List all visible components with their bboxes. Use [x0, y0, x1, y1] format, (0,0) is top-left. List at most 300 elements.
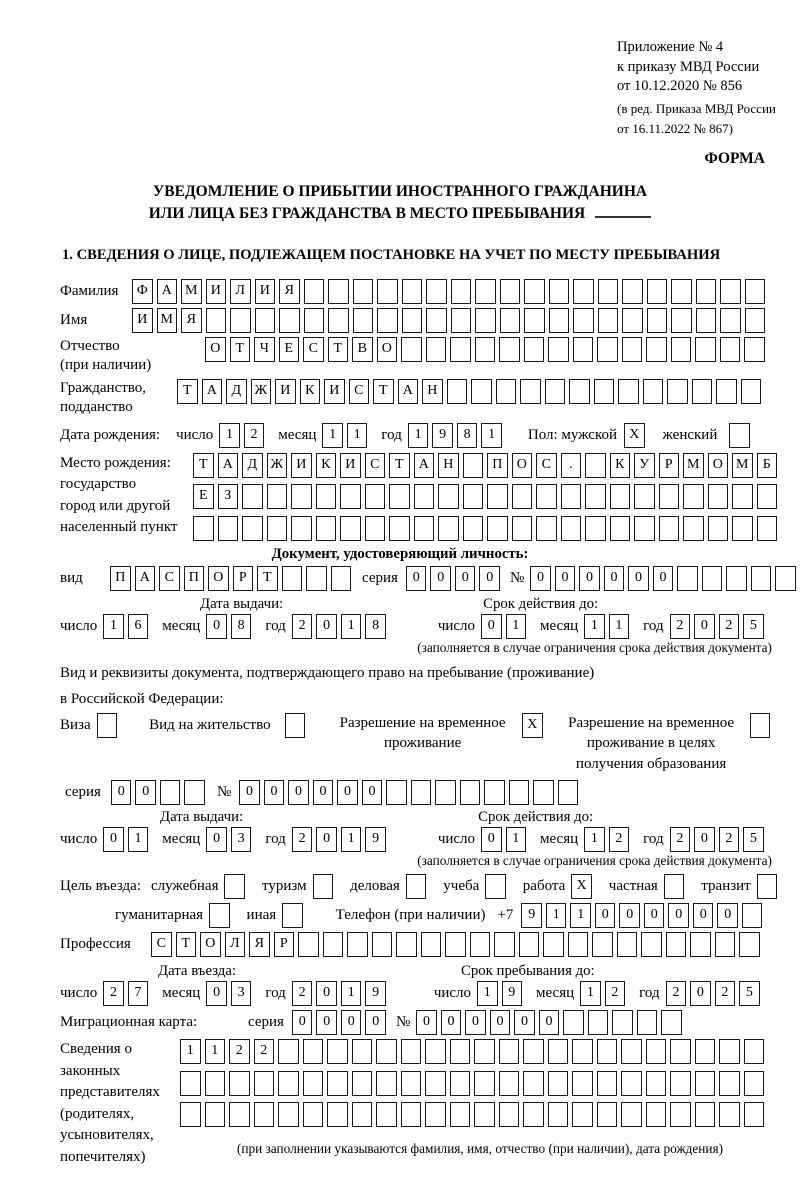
birth-place-cell[interactable]	[414, 484, 435, 509]
birth-place-cell[interactable]: П	[487, 453, 508, 478]
representatives-cell[interactable]	[180, 1102, 201, 1127]
phone-digit-cell[interactable]: 0	[644, 903, 665, 928]
profession-cell[interactable]	[715, 932, 736, 957]
citizenship-cell[interactable]: А	[202, 379, 223, 404]
birth-place-cell[interactable]	[316, 516, 337, 541]
surname-cell[interactable]	[426, 279, 447, 304]
citizenship-cell[interactable]	[716, 379, 737, 404]
patronymic-cell[interactable]	[671, 337, 692, 362]
birth-place-cell[interactable]: Б	[757, 453, 778, 478]
patronymic-cell[interactable]	[548, 337, 569, 362]
phone-digit-cell[interactable]: 0	[668, 903, 689, 928]
citizenship-cell[interactable]: Т	[177, 379, 198, 404]
surname-cell[interactable]: И	[255, 279, 276, 304]
representatives-cell[interactable]	[254, 1071, 275, 1096]
citizenship-cell[interactable]	[520, 379, 541, 404]
date-cell[interactable]: 9	[502, 981, 523, 1006]
permit-number-cell[interactable]: 0	[337, 780, 358, 805]
profession-cell[interactable]	[739, 932, 760, 957]
profession-cell[interactable]	[372, 932, 393, 957]
surname-cell[interactable]	[500, 279, 521, 304]
patronymic-cell[interactable]	[573, 337, 594, 362]
representatives-cell[interactable]	[376, 1102, 397, 1127]
doc-kind-cell[interactable]	[306, 566, 327, 591]
permit-number-cell[interactable]	[533, 780, 554, 805]
given-name-cell[interactable]	[573, 308, 594, 333]
representatives-cell[interactable]	[695, 1102, 716, 1127]
patronymic-cell[interactable]: В	[352, 337, 373, 362]
birth-place-cell[interactable]: М	[732, 453, 753, 478]
representatives-cell[interactable]	[548, 1039, 569, 1064]
representatives-cell[interactable]	[205, 1102, 226, 1127]
patronymic-cell[interactable]	[695, 337, 716, 362]
profession-cell[interactable]	[298, 932, 319, 957]
date-cell[interactable]: 1	[584, 614, 605, 639]
surname-cell[interactable]: Я	[279, 279, 300, 304]
date-cell[interactable]: 2	[103, 981, 124, 1006]
phone-digit-cell[interactable]: 0	[619, 903, 640, 928]
citizenship-cell[interactable]	[618, 379, 639, 404]
representatives-cell[interactable]	[499, 1071, 520, 1096]
citizenship-cell[interactable]: К	[300, 379, 321, 404]
birth-place-cell[interactable]	[291, 516, 312, 541]
citizenship-cell[interactable]	[471, 379, 492, 404]
date-cell[interactable]: 0	[694, 827, 715, 852]
purpose-tourism-checkbox[interactable]	[313, 874, 334, 899]
representatives-cell[interactable]	[597, 1039, 618, 1064]
permit-number-cell[interactable]	[558, 780, 579, 805]
representatives-cell[interactable]	[474, 1102, 495, 1127]
surname-cell[interactable]	[573, 279, 594, 304]
representatives-cell[interactable]	[376, 1071, 397, 1096]
date-cell[interactable]: 2	[292, 981, 313, 1006]
date-cell[interactable]: 0	[316, 981, 337, 1006]
permit-series-cell[interactable]: 0	[111, 780, 132, 805]
date-cell[interactable]: 2	[715, 981, 736, 1006]
permit-number-cell[interactable]	[509, 780, 530, 805]
migration-number-cell[interactable]	[612, 1010, 633, 1035]
representatives-cell[interactable]	[352, 1071, 373, 1096]
citizenship-cell[interactable]	[594, 379, 615, 404]
birth-place-cell[interactable]	[267, 484, 288, 509]
representatives-cell[interactable]	[695, 1071, 716, 1096]
representatives-cell[interactable]: 1	[180, 1039, 201, 1064]
representatives-cell[interactable]	[327, 1071, 348, 1096]
patronymic-cell[interactable]: О	[205, 337, 226, 362]
birth-place-cell[interactable]: М	[683, 453, 704, 478]
birth-place-cell[interactable]	[463, 516, 484, 541]
birth-place-cell[interactable]	[757, 516, 778, 541]
representatives-cell[interactable]	[744, 1071, 765, 1096]
citizenship-cell[interactable]	[496, 379, 517, 404]
given-name-cell[interactable]: И	[132, 308, 153, 333]
given-name-cell[interactable]	[402, 308, 423, 333]
birth-place-cell[interactable]: С	[365, 453, 386, 478]
doc-kind-cell[interactable]: Р	[233, 566, 254, 591]
given-name-cell[interactable]	[255, 308, 276, 333]
doc-number-cell[interactable]	[677, 566, 698, 591]
profession-cell[interactable]: Р	[274, 932, 295, 957]
doc-number-cell[interactable]: 0	[555, 566, 576, 591]
birth-place-cell[interactable]	[659, 484, 680, 509]
date-cell[interactable]: 1	[347, 423, 368, 448]
date-cell[interactable]: 5	[739, 981, 760, 1006]
profession-cell[interactable]: О	[200, 932, 221, 957]
given-name-cell[interactable]	[524, 308, 545, 333]
surname-cell[interactable]	[475, 279, 496, 304]
given-name-cell[interactable]	[500, 308, 521, 333]
birth-place-cell[interactable]	[267, 516, 288, 541]
date-cell[interactable]: 8	[365, 614, 386, 639]
permit-number-cell[interactable]: 0	[288, 780, 309, 805]
purpose-commercial-checkbox[interactable]	[406, 874, 427, 899]
surname-cell[interactable]	[720, 279, 741, 304]
birth-place-cell[interactable]: Р	[659, 453, 680, 478]
patronymic-cell[interactable]	[524, 337, 545, 362]
given-name-cell[interactable]	[720, 308, 741, 333]
given-name-cell[interactable]: М	[157, 308, 178, 333]
patronymic-cell[interactable]	[499, 337, 520, 362]
permit-number-cell[interactable]: 0	[313, 780, 334, 805]
birth-place-cell[interactable]: У	[634, 453, 655, 478]
profession-cell[interactable]: С	[151, 932, 172, 957]
given-name-cell[interactable]: Я	[181, 308, 202, 333]
education-permit-checkbox[interactable]	[750, 713, 771, 738]
birth-place-cell[interactable]	[414, 516, 435, 541]
doc-kind-cell[interactable]	[331, 566, 352, 591]
date-cell[interactable]: 9	[432, 423, 453, 448]
doc-kind-cell[interactable]: П	[184, 566, 205, 591]
profession-cell[interactable]	[617, 932, 638, 957]
birth-place-cell[interactable]: А	[218, 453, 239, 478]
date-cell[interactable]: 7	[128, 981, 149, 1006]
date-cell[interactable]: 1	[506, 614, 527, 639]
doc-kind-cell[interactable]: П	[110, 566, 131, 591]
representatives-cell[interactable]	[646, 1071, 667, 1096]
birth-place-cell[interactable]: Е	[193, 484, 214, 509]
birth-place-cell[interactable]	[340, 484, 361, 509]
permit-series-cell[interactable]	[184, 780, 205, 805]
representatives-cell[interactable]	[670, 1039, 691, 1064]
surname-cell[interactable]	[598, 279, 619, 304]
given-name-cell[interactable]	[475, 308, 496, 333]
date-cell[interactable]: 1	[477, 981, 498, 1006]
permit-series-cell[interactable]	[160, 780, 181, 805]
birth-place-cell[interactable]	[610, 516, 631, 541]
birth-place-cell[interactable]	[487, 516, 508, 541]
patronymic-cell[interactable]	[597, 337, 618, 362]
purpose-work-checkbox[interactable]: X	[571, 874, 592, 899]
birth-place-cell[interactable]: И	[340, 453, 361, 478]
phone-digit-cell[interactable]	[742, 903, 763, 928]
given-name-cell[interactable]	[745, 308, 766, 333]
patronymic-cell[interactable]	[646, 337, 667, 362]
birth-place-cell[interactable]	[340, 516, 361, 541]
migration-number-cell[interactable]: 0	[490, 1010, 511, 1035]
representatives-cell[interactable]	[523, 1071, 544, 1096]
migration-number-cell[interactable]	[637, 1010, 658, 1035]
permit-series-cell[interactable]: 0	[135, 780, 156, 805]
date-cell[interactable]: 1	[506, 827, 527, 852]
migration-number-cell[interactable]: 0	[441, 1010, 462, 1035]
birth-place-cell[interactable]: К	[316, 453, 337, 478]
profession-cell[interactable]	[690, 932, 711, 957]
migration-number-cell[interactable]	[588, 1010, 609, 1035]
representatives-cell[interactable]: 1	[205, 1039, 226, 1064]
citizenship-cell[interactable]: А	[398, 379, 419, 404]
surname-cell[interactable]	[622, 279, 643, 304]
patronymic-cell[interactable]: С	[303, 337, 324, 362]
representatives-cell[interactable]	[670, 1102, 691, 1127]
date-cell[interactable]: 0	[206, 827, 227, 852]
representatives-cell[interactable]	[450, 1071, 471, 1096]
profession-cell[interactable]	[323, 932, 344, 957]
date-cell[interactable]: 8	[457, 423, 478, 448]
birth-place-cell[interactable]	[463, 484, 484, 509]
patronymic-cell[interactable]	[401, 337, 422, 362]
date-cell[interactable]: 1	[219, 423, 240, 448]
permit-number-cell[interactable]	[460, 780, 481, 805]
profession-cell[interactable]	[494, 932, 515, 957]
representatives-cell[interactable]	[303, 1071, 324, 1096]
date-cell[interactable]: 0	[103, 827, 124, 852]
profession-cell[interactable]	[421, 932, 442, 957]
surname-cell[interactable]	[402, 279, 423, 304]
representatives-cell[interactable]	[327, 1039, 348, 1064]
patronymic-cell[interactable]	[475, 337, 496, 362]
purpose-transit-checkbox[interactable]	[757, 874, 778, 899]
purpose-study-checkbox[interactable]	[485, 874, 506, 899]
representatives-cell[interactable]	[474, 1071, 495, 1096]
profession-cell[interactable]	[445, 932, 466, 957]
given-name-cell[interactable]	[549, 308, 570, 333]
representatives-cell[interactable]	[621, 1071, 642, 1096]
representatives-cell[interactable]	[303, 1102, 324, 1127]
doc-kind-cell[interactable]: О	[208, 566, 229, 591]
birth-place-cell[interactable]	[389, 484, 410, 509]
representatives-cell[interactable]	[719, 1071, 740, 1096]
birth-place-cell[interactable]: З	[218, 484, 239, 509]
birth-place-cell[interactable]: И	[291, 453, 312, 478]
representatives-cell[interactable]	[621, 1039, 642, 1064]
date-cell[interactable]: 2	[670, 827, 691, 852]
date-cell[interactable]: 0	[690, 981, 711, 1006]
citizenship-cell[interactable]: С	[349, 379, 370, 404]
representatives-cell[interactable]	[719, 1102, 740, 1127]
surname-cell[interactable]	[328, 279, 349, 304]
birth-place-cell[interactable]	[634, 516, 655, 541]
profession-cell[interactable]	[347, 932, 368, 957]
given-name-cell[interactable]	[206, 308, 227, 333]
date-cell[interactable]: 3	[231, 981, 252, 1006]
citizenship-cell[interactable]: Н	[422, 379, 443, 404]
date-cell[interactable]: 2	[719, 614, 740, 639]
permit-number-cell[interactable]	[435, 780, 456, 805]
citizenship-cell[interactable]	[569, 379, 590, 404]
date-cell[interactable]: 2	[719, 827, 740, 852]
representatives-cell[interactable]	[450, 1039, 471, 1064]
representatives-cell[interactable]	[278, 1102, 299, 1127]
representatives-cell[interactable]	[425, 1102, 446, 1127]
date-cell[interactable]: 0	[481, 614, 502, 639]
purpose-other-checkbox[interactable]	[282, 903, 303, 928]
purpose-humanitarian-checkbox[interactable]	[209, 903, 230, 928]
representatives-cell[interactable]	[572, 1102, 593, 1127]
migration-series-cell[interactable]: 0	[365, 1010, 386, 1035]
phone-digit-cell[interactable]: 9	[521, 903, 542, 928]
representatives-cell[interactable]	[670, 1071, 691, 1096]
citizenship-cell[interactable]	[447, 379, 468, 404]
date-cell[interactable]: 0	[481, 827, 502, 852]
representatives-cell[interactable]: 2	[254, 1039, 275, 1064]
doc-series-cell[interactable]: 0	[430, 566, 451, 591]
representatives-cell[interactable]	[180, 1071, 201, 1096]
representatives-cell[interactable]	[303, 1039, 324, 1064]
migration-series-cell[interactable]: 0	[316, 1010, 337, 1035]
birth-place-cell[interactable]: С	[536, 453, 557, 478]
surname-cell[interactable]	[304, 279, 325, 304]
given-name-cell[interactable]	[622, 308, 643, 333]
citizenship-cell[interactable]	[692, 379, 713, 404]
representatives-cell[interactable]	[425, 1071, 446, 1096]
birth-place-cell[interactable]	[365, 516, 386, 541]
visa-checkbox[interactable]	[97, 713, 118, 738]
surname-cell[interactable]: М	[181, 279, 202, 304]
surname-cell[interactable]: И	[206, 279, 227, 304]
representatives-cell[interactable]	[205, 1071, 226, 1096]
birth-place-cell[interactable]: А	[414, 453, 435, 478]
doc-series-cell[interactable]: 0	[479, 566, 500, 591]
profession-cell[interactable]	[592, 932, 613, 957]
date-cell[interactable]: 1	[408, 423, 429, 448]
representatives-cell[interactable]	[572, 1039, 593, 1064]
given-name-cell[interactable]	[647, 308, 668, 333]
doc-number-cell[interactable]	[775, 566, 796, 591]
doc-kind-cell[interactable]: Т	[257, 566, 278, 591]
birth-place-cell[interactable]	[487, 484, 508, 509]
birth-place-cell[interactable]	[757, 484, 778, 509]
profession-cell[interactable]	[666, 932, 687, 957]
doc-number-cell[interactable]: 0	[530, 566, 551, 591]
birth-place-cell[interactable]	[512, 516, 533, 541]
citizenship-cell[interactable]	[667, 379, 688, 404]
surname-cell[interactable]	[524, 279, 545, 304]
surname-cell[interactable]	[353, 279, 374, 304]
representatives-cell[interactable]	[352, 1039, 373, 1064]
date-cell[interactable]: 1	[584, 827, 605, 852]
representatives-cell[interactable]	[229, 1102, 250, 1127]
migration-number-cell[interactable]: 0	[539, 1010, 560, 1035]
citizenship-cell[interactable]	[643, 379, 664, 404]
representatives-cell[interactable]	[474, 1039, 495, 1064]
doc-kind-cell[interactable]	[282, 566, 303, 591]
doc-number-cell[interactable]	[751, 566, 772, 591]
representatives-cell[interactable]	[523, 1102, 544, 1127]
date-cell[interactable]: 1	[341, 614, 362, 639]
given-name-cell[interactable]	[279, 308, 300, 333]
birth-place-cell[interactable]	[193, 516, 214, 541]
migration-number-cell[interactable]	[563, 1010, 584, 1035]
migration-series-cell[interactable]: 0	[341, 1010, 362, 1035]
purpose-business-checkbox[interactable]	[224, 874, 245, 899]
representatives-cell[interactable]	[327, 1102, 348, 1127]
birth-place-cell[interactable]	[708, 484, 729, 509]
patronymic-cell[interactable]: Ч	[254, 337, 275, 362]
representatives-cell[interactable]	[744, 1039, 765, 1064]
phone-digit-cell[interactable]: 1	[546, 903, 567, 928]
representatives-cell[interactable]	[548, 1102, 569, 1127]
birth-place-cell[interactable]: К	[610, 453, 631, 478]
patronymic-cell[interactable]: Т	[230, 337, 251, 362]
citizenship-cell[interactable]: И	[324, 379, 345, 404]
doc-number-cell[interactable]: 0	[579, 566, 600, 591]
surname-cell[interactable]	[696, 279, 717, 304]
profession-cell[interactable]: Л	[225, 932, 246, 957]
date-cell[interactable]: 0	[206, 981, 227, 1006]
birth-place-cell[interactable]: Д	[242, 453, 263, 478]
representatives-cell[interactable]	[376, 1039, 397, 1064]
birth-place-cell[interactable]: Ж	[267, 453, 288, 478]
surname-cell[interactable]	[671, 279, 692, 304]
date-cell[interactable]: 0	[694, 614, 715, 639]
given-name-cell[interactable]	[598, 308, 619, 333]
surname-cell[interactable]	[745, 279, 766, 304]
representatives-cell[interactable]	[352, 1102, 373, 1127]
date-cell[interactable]: 9	[365, 827, 386, 852]
birth-place-cell[interactable]	[242, 484, 263, 509]
representatives-cell[interactable]	[401, 1071, 422, 1096]
doc-number-cell[interactable]: 0	[653, 566, 674, 591]
residence-permit-checkbox[interactable]	[285, 713, 306, 738]
birth-place-cell[interactable]	[561, 484, 582, 509]
birth-place-cell[interactable]	[732, 516, 753, 541]
phone-digit-cell[interactable]: 0	[595, 903, 616, 928]
date-cell[interactable]: 5	[743, 614, 764, 639]
given-name-cell[interactable]	[304, 308, 325, 333]
given-name-cell[interactable]	[328, 308, 349, 333]
date-cell[interactable]: 2	[666, 981, 687, 1006]
patronymic-cell[interactable]	[622, 337, 643, 362]
birth-place-cell[interactable]	[585, 516, 606, 541]
migration-series-cell[interactable]: 0	[292, 1010, 313, 1035]
representatives-cell[interactable]	[572, 1071, 593, 1096]
date-cell[interactable]: 1	[580, 981, 601, 1006]
representatives-cell[interactable]	[621, 1102, 642, 1127]
representatives-cell[interactable]: 2	[229, 1039, 250, 1064]
sex-female-checkbox[interactable]	[729, 423, 750, 448]
birth-place-cell[interactable]	[634, 484, 655, 509]
doc-number-cell[interactable]: 0	[628, 566, 649, 591]
representatives-cell[interactable]	[229, 1071, 250, 1096]
representatives-cell[interactable]	[695, 1039, 716, 1064]
date-cell[interactable]: 3	[231, 827, 252, 852]
migration-number-cell[interactable]	[661, 1010, 682, 1035]
given-name-cell[interactable]	[230, 308, 251, 333]
citizenship-cell[interactable]: И	[275, 379, 296, 404]
birth-place-cell[interactable]	[438, 516, 459, 541]
birth-place-cell[interactable]	[389, 516, 410, 541]
phone-digit-cell[interactable]: 1	[570, 903, 591, 928]
representatives-cell[interactable]	[278, 1071, 299, 1096]
birth-place-cell[interactable]: О	[512, 453, 533, 478]
profession-cell[interactable]	[396, 932, 417, 957]
date-cell[interactable]: 0	[316, 827, 337, 852]
surname-cell[interactable]: Ф	[132, 279, 153, 304]
given-name-cell[interactable]	[377, 308, 398, 333]
birth-place-cell[interactable]	[585, 453, 606, 478]
doc-number-cell[interactable]	[702, 566, 723, 591]
profession-cell[interactable]: Т	[176, 932, 197, 957]
